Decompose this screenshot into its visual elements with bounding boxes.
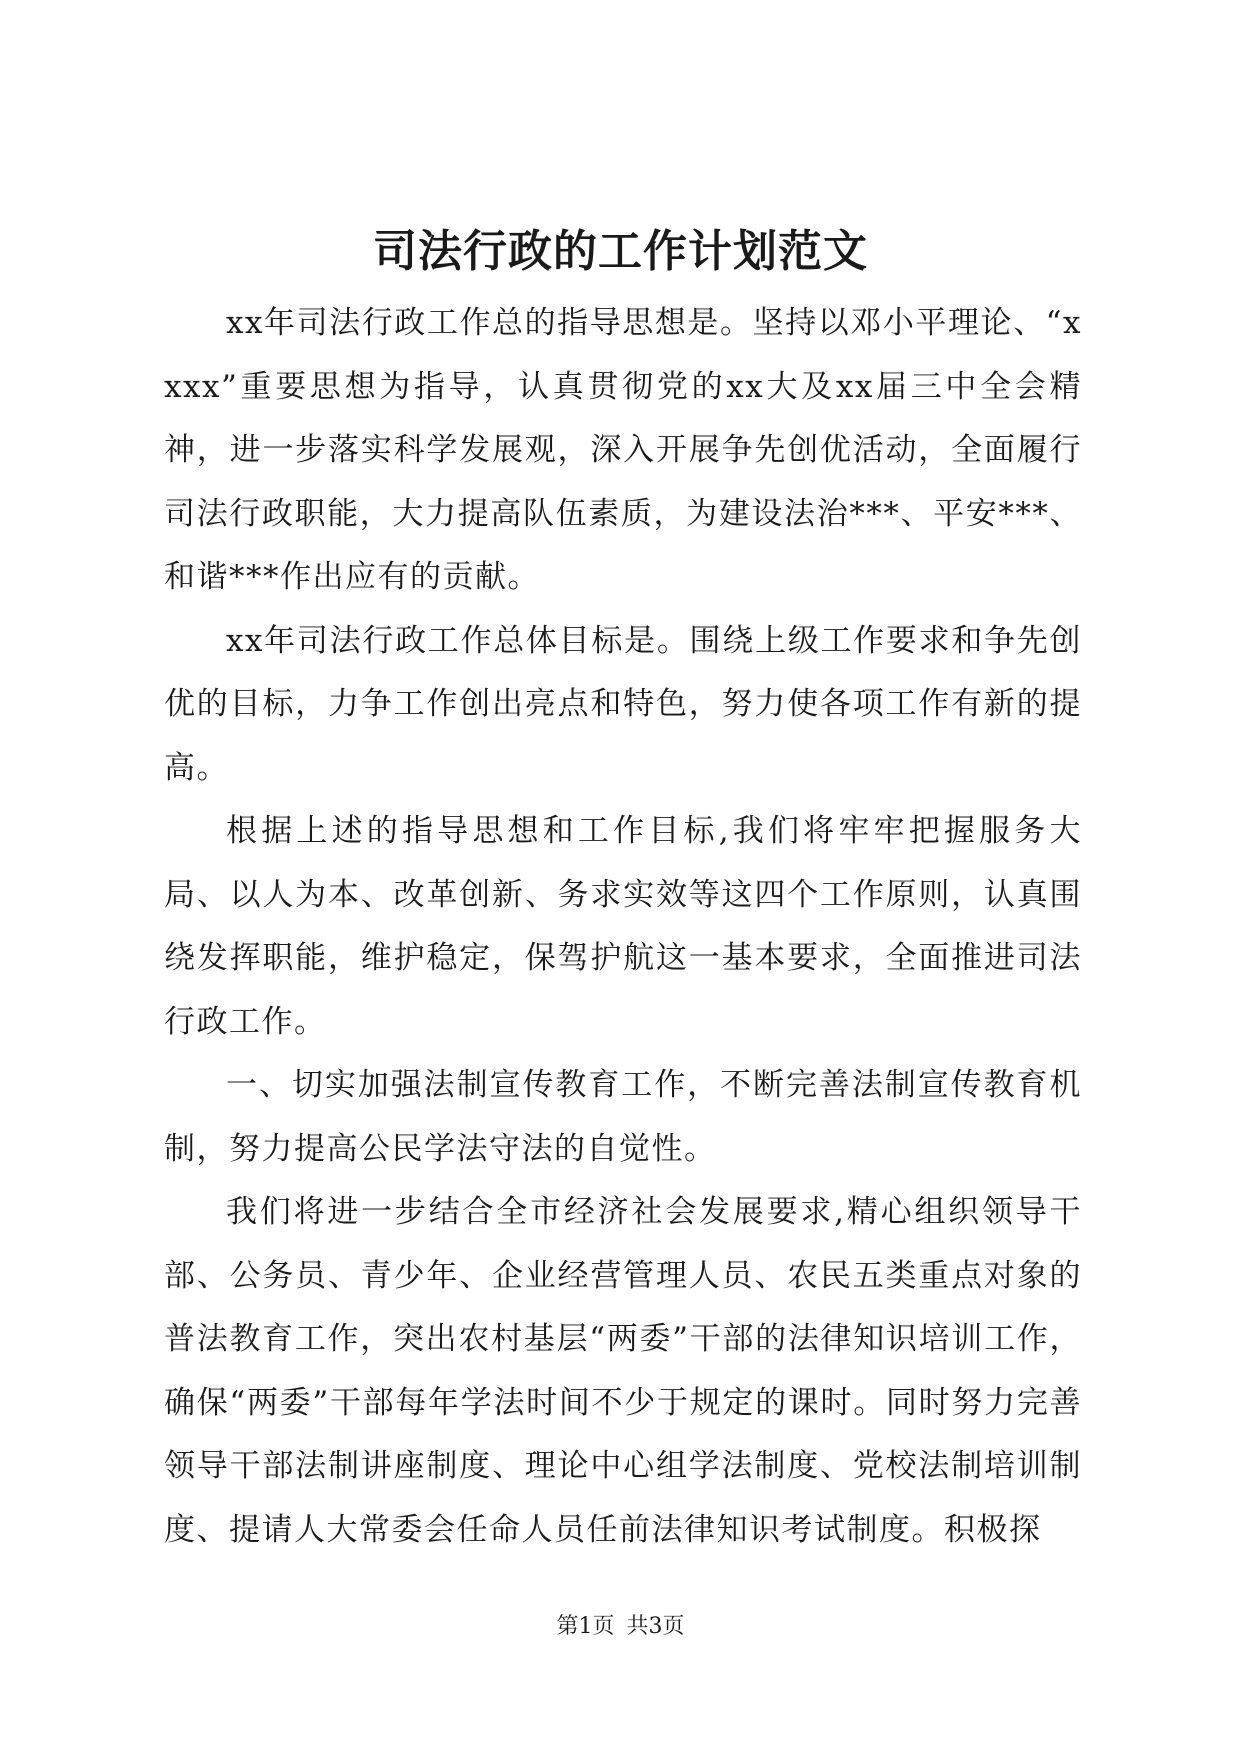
paragraph-work-principles: 根据上述的指导思想和工作目标,我们将牢牢把握服务大局、以人为本、改革创新、务求实效等这四个工作原则，认真围绕发挥职能，维护稳定，保驾护航这一基本要求，全面推进司法行政工作。 [164, 813, 1082, 1040]
paragraph-guiding-ideology: xx年司法行政工作总的指导思想是。坚持以邓小平理论、“xxxx”重要思想为指导，认真贯彻党的xx大及xx届三中全会精神，进一步落实科学发展观，深入开展争先创优活动，全面履行司法行政职能，大力提高队伍素质，为建设法治***、平安***、和谐***作出应有的贡献。 [164, 305, 1082, 595]
page-footer [0, 1612, 1241, 1642]
paragraph-overall-goal: xx年司法行政工作总体目标是。围绕上级工作要求和争先创优的目标，力争工作创出亮点和特色，努力使各项工作有新的提高。 [164, 622, 1082, 786]
page-total: 共3页 [626, 1614, 685, 1639]
document-title: 司法行政的工作计划范文 [373, 226, 868, 277]
page-number: 第1页 [556, 1614, 615, 1639]
paragraph-section-one-heading: 一、切实加强法制宣传教育工作，不断完善法制宣传教育机制，努力提高公民学法守法的自觉性。 [164, 1067, 1082, 1167]
paragraph-section-one-body: 我们将进一步结合全市经济社会发展要求,精心组织领导干部、公务员、青少年、企业经营管理人员、农民五类重点对象的普法教育工作，突出农村基层“两委”干部的法律知识培训工作，确保“两委”干部每年学法时间不少于规定的课时。同时努力完善领导干部法制讲座制度、理论中心组学法制度、党校法制培训制度、提请人大常委会任命人员任前法律知识考试制度。积极探 [164, 1194, 1082, 1548]
document-body [164, 292, 1082, 1562]
